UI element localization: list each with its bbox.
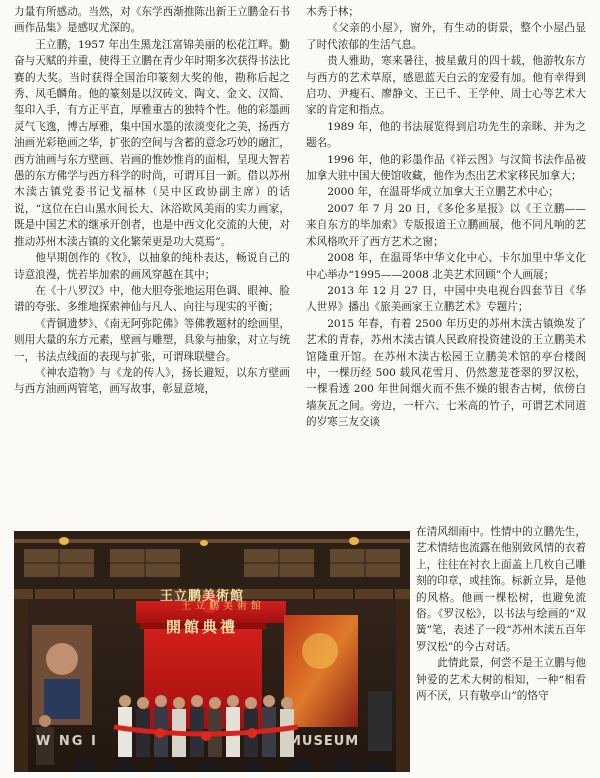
- paragraph: 《神农造物》与《龙的传人》，扬长避短，以东方壁画与西方油画两管笔，画写故事，彰显意境，: [14, 366, 290, 396]
- ceremony-sign-subtitle: 開館典禮: [165, 618, 238, 636]
- paragraph: 力量有所感动。当然，对《东学西渐推陈出新王立鹏金石书画作品集》是感叹尤深的。: [14, 6, 290, 35]
- paragraph: 贵人雅助，寒来暑往，披星戴月的四十载，他游牧东方与西方的艺术草原，感恩蓝天白云的宠爱有加。他有幸得到启功、尹瘦石、廖静文、王已千、王学仲、周士心等艺术大家的肯定和指点。: [306, 55, 586, 117]
- paragraph: 在清风细雨中。性情中的立鹏先生，艺术情结也流露在他别致风情的衣着上，往往在衬衣上面盖上几枚自己雕刻的印章，或挂饰。标新立异，是他的风格。他画一棵松树，也避免流俗。《罗汉松》，以书法与绘画的“双簧”笔，表述了一段“苏州木渎五百年罗汉松”的今古对话。: [416, 526, 586, 653]
- paragraph: 此情此景，何尝不是王立鹏与他钟爱的艺术大树的相知，一种“相看两不厌，只有敬亭山”的恪守: [416, 657, 586, 703]
- paragraph: 1989 年，他的书法展览得到启功先生的亲眯、并为之题名。: [306, 120, 586, 150]
- paragraph: 1996 年，他的彩墨作品《祥云图》与汉简书法作品被加拿大驻中国大使馆收藏，他作为杰出艺术家移民加拿大；: [306, 153, 586, 183]
- paragraph: 王立鹏，1957 年出生黑龙江富锦美丽的松花江畔。勤奋与天赋的并重，使得王立鹏在青少年时期多次获得书法比赛的大奖。当时获得全国治印篆刻大奖的他，勘称后起之秀、凤毛麟角。他的篆刻是以汉砖文、陶文、金文、汉简、玺印入手，有方正平直，厚雅重古的独特个性。他的彩墨画灵气飞逸，博古厚雅，集中国水墨的浓淡变化之美，扬西方油画光彩艳画之华，扩张的空间与含蓄的意念巧妙的融汇，西方油画与东方壁画、岩画的惟妙惟肖的面相，呈现大智若愚的东方佛学与西方科学的时尚，可谓耳目一新。借以苏州木渎古镇党委书记戈福林（吴中区政协副主席）的话说，“这位在白山黑水间长大、沐浴欧风美雨的实力画家，既是中国艺术的继承开创者，也是中西文化交流的大使，对推动苏州木渎古镇的文化繁荣更是功大莫焉”。: [14, 38, 290, 248]
- paragraph: 2013 年 12 月 27 日，中国中央电视台四套节目《华人世界》播出《旅美画家王立鹏艺术》专题片；: [306, 284, 586, 314]
- paragraph: 2007 年 7 月 20 日，《多伦多星报》以《王立鹏——来自东方的毕加索》专版报道王立鹏画展，他不同凡响的艺术风格吹开了西方艺术之窗；: [306, 202, 586, 248]
- right-column-bottom: [416, 524, 586, 774]
- left-column: [14, 4, 290, 526]
- museum-sign-title: 王立鹏美術館: [159, 589, 244, 604]
- paragraph: 木秀于林；: [306, 6, 359, 18]
- paragraph: 他早期创作的《牧》，以抽象的纯朴表达，畅说自己的诗意浪漫，恍若毕加索的画风穿越在其中；: [14, 252, 290, 281]
- paragraph: 2008 年，在温哥华中华文化中心、卡尔加里中华文化中心举办“1995——2008 北美艺术回顾”个人画展；: [306, 252, 586, 281]
- paragraph: 2015 年春，有着 2500 年历史的苏州木渎古镇焕发了艺术的青春，苏州木渎古镇人民政府投资建设的王立鹏美术馆隆重开馆。在苏州木渎古松园王立鹏美术馆的亭台楼阁中，一棵历经 500 载风花雪月、仍然葱茏苍翠的罗汉松，一棵看透 200 年世间烟火而不焦不燥的银杏古树，依傍白墙灰瓦之间。旁边，一杆六、七米高的竹子，可谓艺术同道的岁寒三友交谈: [306, 317, 586, 429]
- banner-text: 王立鹏美術館: [181, 601, 265, 612]
- paragraph: 2000 年，在温哥华成立加拿大王立鹏艺术中心；: [327, 186, 559, 199]
- paragraph: 《父亲的小屋》，窗外，有生动的街景，整个小屋凸显了时代浓郁的生活气息。: [306, 22, 586, 51]
- wang-wall-text: W NG I: [36, 734, 98, 749]
- right-column-top: [306, 4, 586, 524]
- museum-wall-text: MUSEUM: [288, 734, 360, 749]
- paragraph: 《青铜遗梦》、《南无阿弥陀佛》等佛教题材的绘画里，则用大量的东方元素，壁画与雕塑，具象与抽象，对立与统一，书法点线面的表现与扩张，可谓珠联璧合。: [14, 317, 290, 363]
- paragraph: 在《十八罗汉》中，他大胆夸张地运用色调、眼神、脸谱的夸张、多维地探索神仙与凡人、向往与现实的平衡；: [14, 284, 290, 314]
